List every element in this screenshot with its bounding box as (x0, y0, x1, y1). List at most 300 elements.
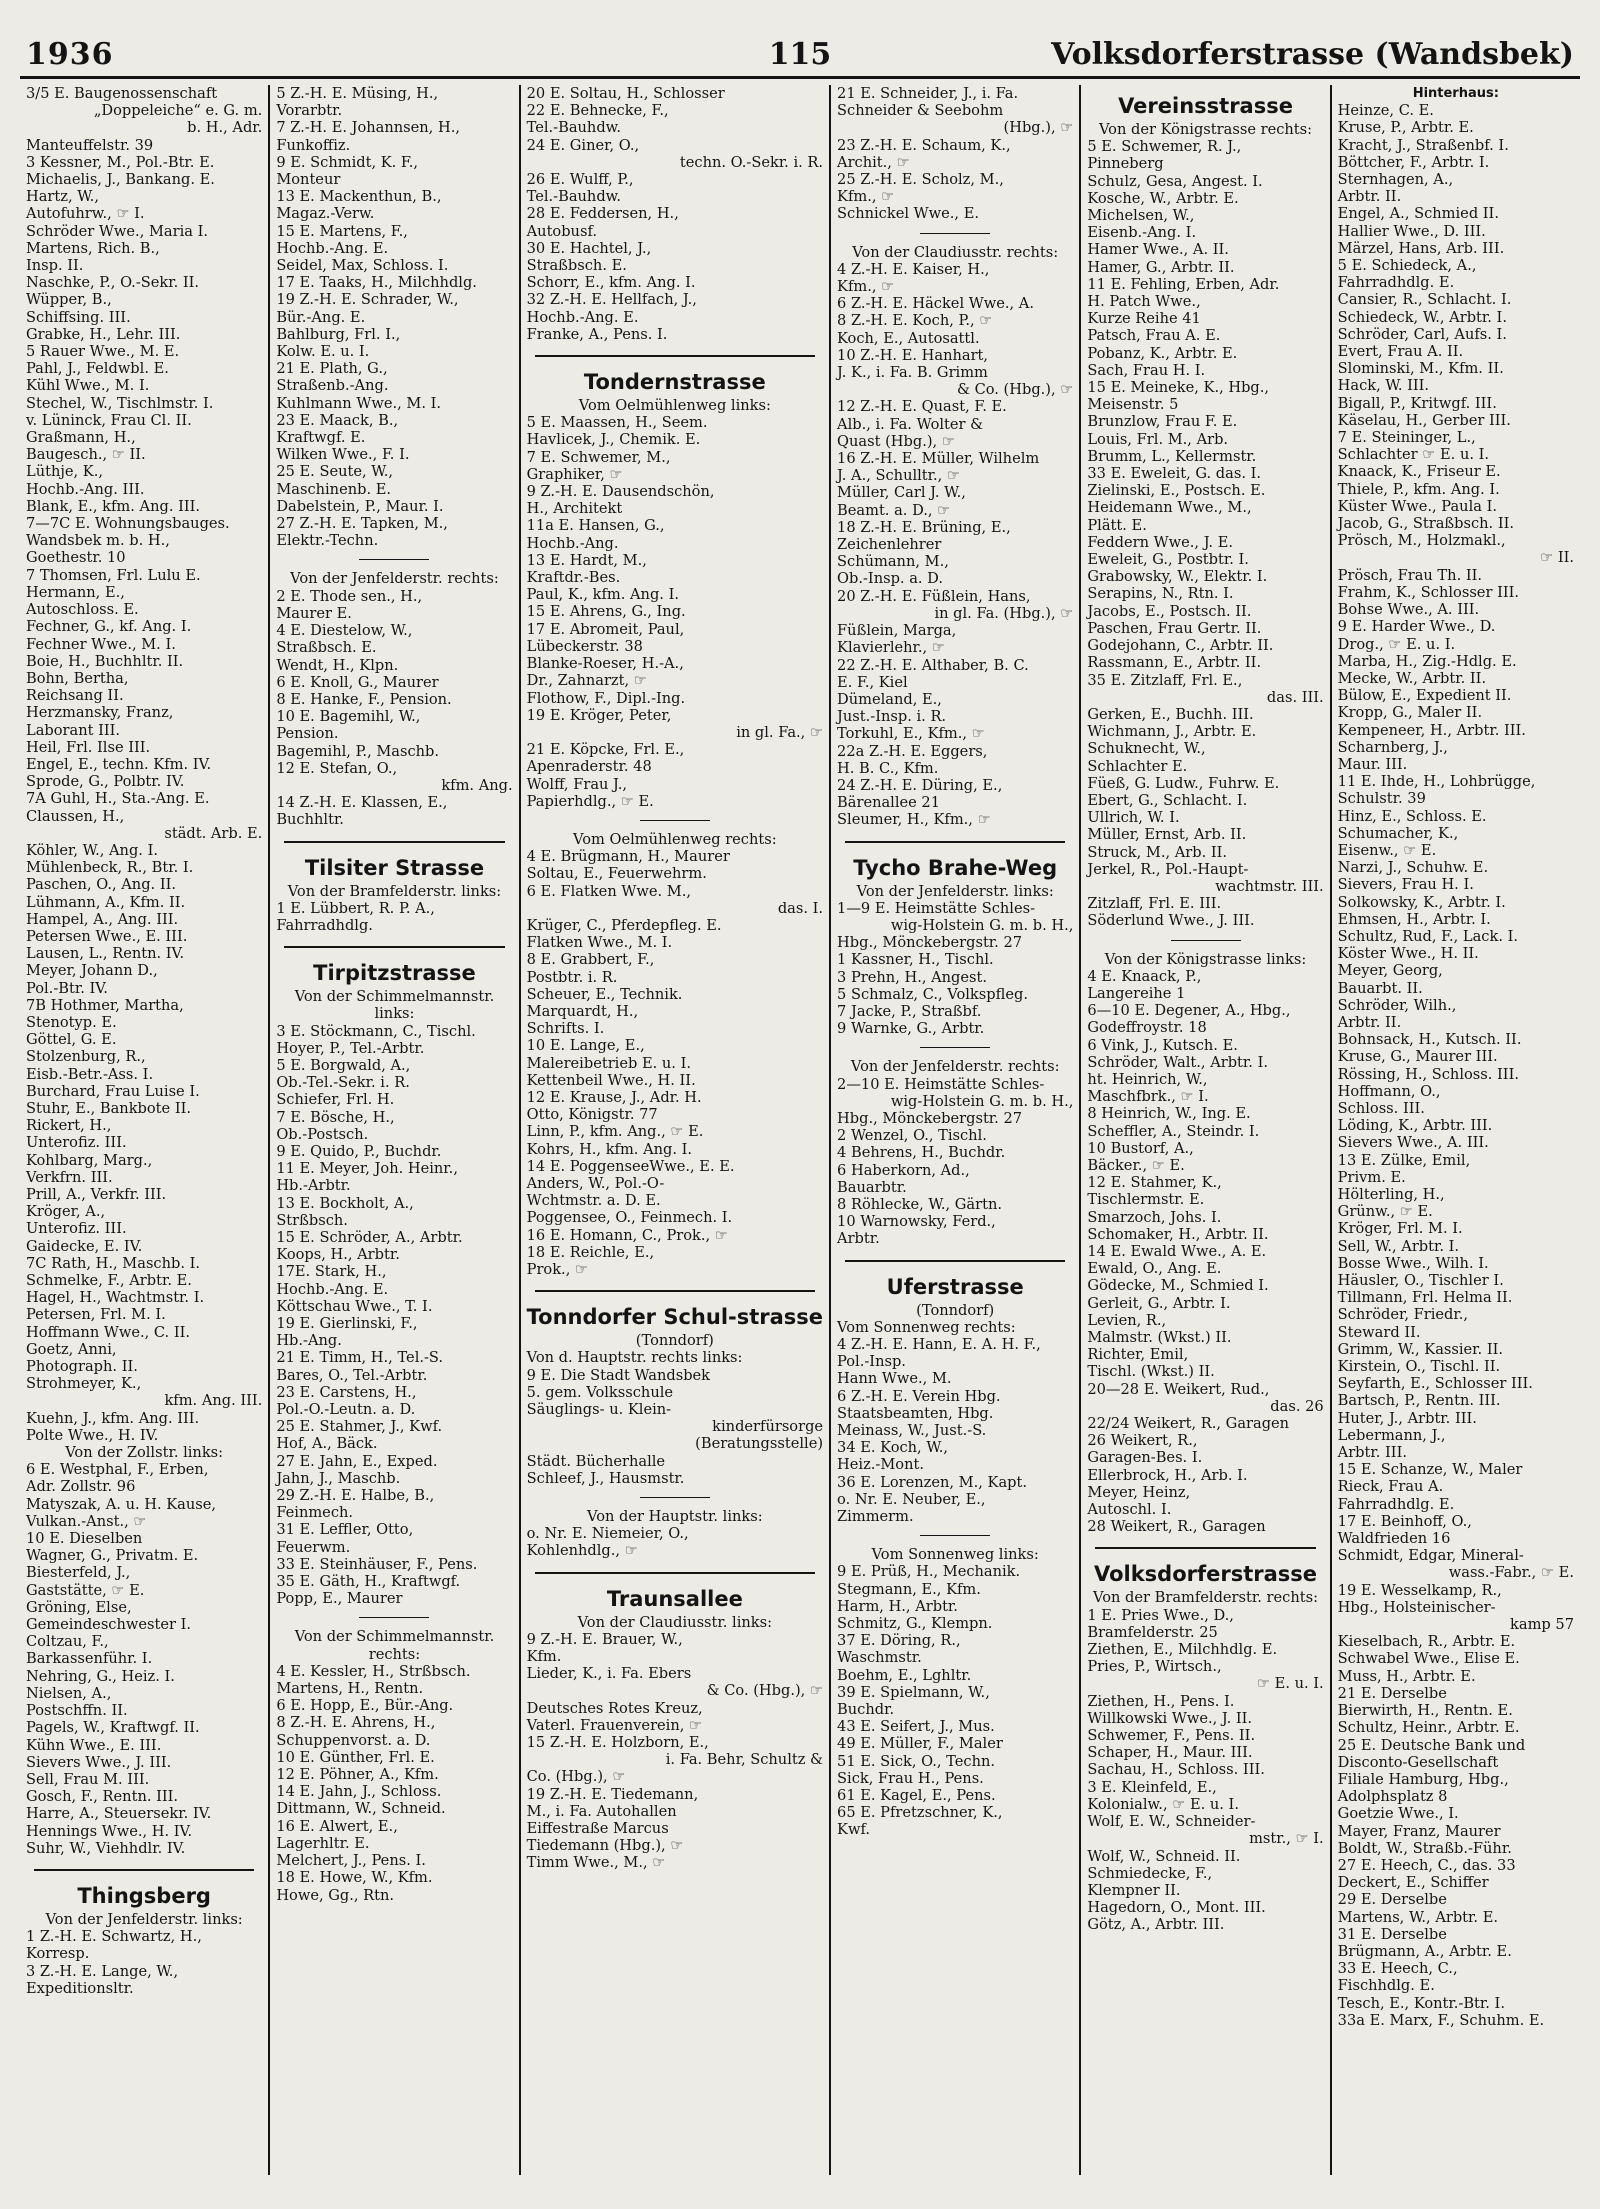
directory-entry: wachtmstr. III. (1215, 877, 1324, 895)
directory-entry: Maschfbrk., ☞ I. (1087, 1088, 1209, 1106)
directory-entry: 12 E. Pöhner, A., Kfm. (276, 1766, 439, 1784)
directory-entry: Schuppenvorst. a. D. (276, 1731, 431, 1749)
directory-entry: Schloss. III. (1337, 1099, 1425, 1117)
directory-entry: 27 E. Jahn, E., Exped. (276, 1452, 438, 1470)
directory-entry: Marba, H., Zig.-Hdlg. E. (1337, 652, 1517, 670)
directory-entry: Torkuhl, E., Kfm., ☞ (837, 725, 985, 743)
directory-entry: Frahm, K., Schlosser III. (1337, 583, 1519, 601)
directory-entry: Pahl, J., Feldwbl. E. (26, 360, 169, 378)
directory-entry: Schröder Wwe., Maria I. (26, 222, 209, 240)
directory-entry: 5 Schmalz, C., Volkspfleg. (837, 985, 1028, 1003)
direction-note: Vom Oelmühlenweg rechts: (573, 830, 777, 848)
directory-entry: Tel.-Bauhdw. (526, 188, 622, 206)
directory-entry: wass.-Fabr., ☞ E. (1448, 1564, 1574, 1582)
directory-entry: Kropp, G., Maler II. (1337, 704, 1483, 722)
directory-entry: Scheffler, A., Steindr. I. (1087, 1122, 1260, 1140)
directory-entry: Straßenb.-Ang. (276, 377, 389, 395)
directory-entry: Schmitz, G., Klempn. (837, 1615, 993, 1633)
directory-entry: 26 E. Wulff, P., (526, 171, 634, 189)
directory-entry: 25 E. Seute, W., (276, 463, 393, 481)
directory-entry: Lieder, K., i. Fa. Ebers (526, 1665, 692, 1683)
directory-entry: Kolonialw., ☞ E. u. I. (1087, 1795, 1239, 1813)
directory-entry: Schiffsing. III. (26, 308, 131, 326)
directory-entry: Schiefer, Frl. H. (276, 1091, 395, 1109)
directory-entry: Richter, Emil, (1087, 1346, 1189, 1364)
directory-entry: das. III. (1266, 688, 1324, 706)
directory-entry: 35 E. Zitzlaff, Frl. E., (1087, 671, 1243, 689)
directory-entry: Autobusf. (526, 222, 597, 240)
directory-entry: Kosche, W., Arbtr. E. (1087, 189, 1239, 207)
directory-entry: J. A., Schulltr., ☞ (837, 467, 961, 485)
directory-entry: Bohse Wwe., A. III. (1337, 601, 1480, 619)
directory-entry: Kohlbarg, Marg., (26, 1151, 153, 1169)
directory-entry: Fischhdlg. E. (1337, 1977, 1435, 1995)
directory-entry: Schultz, Heinr., Arbtr. E. (1337, 1719, 1520, 1737)
directory-entry: Schmidt, Edgar, Mineral- (1337, 1547, 1524, 1565)
directory-entry: kamp 57 (1510, 1616, 1574, 1634)
directory-entry: Brunzlow, Frau F. E. (1087, 413, 1238, 431)
directory-entry: Ziethen, E., Milchhdlg. E. (1087, 1641, 1278, 1659)
directory-entry: Kröger, A., (26, 1203, 106, 1221)
directory-entry: Schuknecht, W., (1087, 740, 1206, 758)
street-heading: Tirpitzstrasse (313, 961, 476, 986)
directory-entry: Schneider & Seebohm (837, 102, 1004, 120)
directory-entry: Fahrradhdlg. (276, 916, 373, 934)
directory-entry: Ziethen, H., Pens. I. (1087, 1692, 1235, 1710)
directory-entry: Huter, J., Arbtr. III. (1337, 1409, 1477, 1427)
directory-entry: Hochb.-Ang. (526, 534, 619, 552)
directory-entry: Hennings Wwe., H. IV. (26, 1822, 193, 1840)
directory-entry: Feinmech. (276, 1504, 354, 1522)
directory-entry: 4 Behrens, H., Buchdr. (837, 1144, 1006, 1162)
directory-entry: 11 E. Fehling, Erben, Adr. (1087, 275, 1280, 293)
directory-entry: 9 E. Schmidt, K. F., (276, 153, 419, 171)
directory-entry: Scharnberg, J., (1337, 738, 1448, 756)
street-divider (845, 1260, 1065, 1262)
directory-entry: Tillmann, Frl. Helma II. (1337, 1289, 1513, 1307)
directory-entry: Autoschl. I. (1087, 1501, 1172, 1519)
directory-entry: Schmelke, F., Arbtr. E. (26, 1272, 192, 1290)
street-heading: Vereinsstrasse (1118, 94, 1293, 118)
directory-entry: Vaterl. Frauenverein, ☞ (526, 1716, 703, 1734)
directory-entry: Bigall, P., Kritwgf. III. (1337, 394, 1497, 412)
directory-entry: Martens, W., Arbtr. E. (1337, 1908, 1498, 1926)
directory-entry: Bahlburg, Frl. I., (276, 325, 401, 343)
directory-entry: Korresp. (26, 1945, 90, 1963)
directory-entry: Eweleit, G., Postbtr. I. (1087, 551, 1249, 569)
street-heading: Tonndorfer Schul-strasse (526, 1305, 824, 1330)
directory-entry: 7—7C E. Wohnungsbauges. (26, 515, 230, 533)
directory-entry: Gosch, F., Rentn. III. (26, 1788, 179, 1806)
directory-entry: Hochb.-Ang. E. (276, 239, 389, 257)
directory-entry: Eisenb.-Ang. I. (1087, 224, 1197, 242)
directory-entry: H., Architekt (526, 500, 623, 518)
directory-entry: Gerleit, G., Arbtr. I. (1087, 1294, 1231, 1312)
directory-entry: Vom Sonnenweg rechts: (837, 1318, 1016, 1336)
directory-entry: Kohlenhdlg., ☞ (526, 1542, 638, 1560)
directory-entry: 21 E. Timm, H., Tel.-S. (276, 1349, 444, 1367)
directory-entry: & Co. (Hbg.), ☞ (706, 1682, 824, 1700)
directory-entry: Michaelis, J., Bankang. E. (26, 171, 215, 189)
directory-entry: Lausen, L., Rentn. IV. (26, 945, 185, 963)
directory-entry: 10 Warnowsky, Ferd., (837, 1213, 996, 1231)
directory-entry: Rössing, H., Schloss. III. (1337, 1065, 1519, 1083)
directory-entry: Hartz, W., (26, 188, 99, 206)
directory-entry: Bares, O., Tel.-Arbtr. (276, 1366, 428, 1384)
directory-entry: Bramfelderstr. 25 (1087, 1623, 1218, 1641)
directory-entry: 11 E. Meyer, Joh. Heinr., (276, 1160, 458, 1178)
directory-entry: 27 E. Heech, C., das. 33 (1337, 1856, 1516, 1874)
directory-entry: Gaidecke, E. IV. (26, 1237, 143, 1255)
directory-entry: Graßmann, H., (26, 429, 136, 447)
section-rule (359, 559, 429, 560)
directory-entry: Schomaker, H., Arbtr. II. (1087, 1225, 1269, 1243)
directory-entry: Hoyer, P., Tel.-Arbtr. (276, 1039, 425, 1057)
directory-entry: 25 E. Stahmer, J., Kwf. (276, 1418, 443, 1436)
directory-entry: Bür.-Ang. E. (276, 308, 366, 326)
directory-entry: Meyer, Johann D., (26, 962, 158, 980)
directory-entry: Kempeneer, H., Arbtr. III. (1337, 721, 1526, 739)
directory-entry: 33 E. Eweleit, G. das. I. (1087, 465, 1262, 483)
directory-entry: 1—9 E. Heimstätte Schles- (837, 899, 1036, 917)
directory-entry: Nehring, G., Heiz. I. (26, 1667, 175, 1685)
column-4 (831, 85, 1081, 2175)
directory-entry: Archit., ☞ (837, 153, 910, 171)
directory-entry: Sell, Frau M. III. (26, 1770, 150, 1788)
directory-entry: 17 E. Taaks, H., Milchhdlg. (276, 274, 477, 292)
directory-entry: Löding, K., Arbtr. III. (1337, 1117, 1493, 1135)
directory-entry: Maur. III. (1337, 755, 1408, 773)
directory-entry: 20—28 E. Weikert, Rud., (1087, 1380, 1270, 1398)
directory-entry: 17 E. Beinhoff, O., (1337, 1512, 1472, 1530)
directory-entry: Levien, R., (1087, 1311, 1167, 1329)
directory-entry: das. I. (777, 899, 824, 917)
directory-entry: 8 Röhlecke, W., Gärtn. (837, 1195, 1002, 1213)
direction-note: Von der Schimmelmannstr. rechts: (294, 1628, 495, 1663)
directory-entry: Feuerwm. (276, 1538, 351, 1556)
directory-entry: Klavierlehr., ☞ (837, 639, 945, 657)
directory-entry: 10 Bustorf, A., (1087, 1139, 1194, 1157)
directory-entry: Hoffmann, O., (1337, 1082, 1441, 1100)
directory-entry: Schümann, M., (837, 553, 949, 571)
directory-entry: Schnickel Wwe., E. (837, 205, 979, 223)
directory-entry: Goetzie Wwe., I. (1337, 1805, 1459, 1823)
directory-entry: Pagels, W., Kraftwgf. II. (26, 1719, 200, 1737)
directory-entry: Muss, H., Arbtr. E. (1337, 1667, 1476, 1685)
street-heading: Tycho Brahe-Weg (853, 855, 1058, 880)
column-5 (1081, 85, 1331, 2175)
directory-entry: 4 Z.-H. E. Hann, E. A. H. F., (837, 1336, 1041, 1353)
directory-entry: Grabowsky, W., Elektr. I. (1087, 568, 1268, 586)
directory-entry: 19 E. Wesselkamp, R., (1337, 1581, 1502, 1599)
directory-entry: Narzi, J., Schuhw. E. (1337, 859, 1489, 877)
directory-entry: Hampel, A., Ang. III. (26, 910, 179, 928)
directory-entry: Gödecke, M., Schmied I. (1087, 1277, 1269, 1295)
directory-entry: Hermann, E., (26, 583, 125, 601)
directory-entry: 6—10 E. Degener, A., Hbg., (1087, 1002, 1291, 1020)
directory-entry: Schröder, Friedr., (1337, 1306, 1469, 1324)
direction-note: Von der Bramfelderstr. rechts: (1093, 1589, 1318, 1607)
directory-entry: Sick, Frau H., Pens. (837, 1769, 984, 1787)
directory-entry: Krüger, C., Pferdepfleg. E. (526, 916, 722, 934)
directory-entry: Hinz, E., Schloss. E. (1337, 807, 1487, 825)
directory-entry: 6 Z.-H. E. Verein Hbg. (837, 1387, 1001, 1405)
directory-entry: Smarzoch, Johs. I. (1087, 1208, 1222, 1226)
street-heading: Tilsiter Strasse (304, 855, 485, 880)
directory-entry: Füßlein, Marga, (837, 622, 957, 640)
directory-entry: 11a E. Hansen, G., (526, 517, 665, 535)
directory-entry: 3/5 E. Baugenossenschaft (26, 85, 218, 102)
directory-entry: 18 E. Reichle, E., (526, 1243, 655, 1261)
street-divider (535, 1290, 815, 1292)
directory-entry: 13 E. Zülke, Emil, (1337, 1151, 1471, 1169)
directory-entry: Pol.-Btr. IV. (26, 979, 108, 997)
directory-entry: 3 Prehn, H., Angest. (837, 968, 988, 986)
directory-entry: Engel, A., Schmied II. (1337, 205, 1499, 223)
directory-entry: 9 Z.-H. E. Dausendschön, (526, 483, 715, 501)
directory-entry: Böttcher, F., Arbtr. I. (1337, 153, 1490, 171)
directory-entry: Schulstr. 39 (1337, 790, 1426, 808)
directory-entry: Hochb.-Ang. E. (526, 308, 639, 326)
directory-entry: Postbtr. i. R. (526, 968, 618, 986)
directory-entry: Meinass, W., Just.-S. (837, 1422, 987, 1440)
directory-entry: 49 E. Müller, F., Maler (837, 1735, 1003, 1753)
directory-entry: Kruse, G., Maurer III. (1337, 1048, 1498, 1066)
directory-entry: Alb., i. Fa. Wolter & (837, 415, 984, 433)
directory-entry: wig-Holstein G. m. b. H., (890, 916, 1074, 934)
directory-entry: Köhler, W., Ang. I. (26, 841, 158, 859)
directory-entry: Co. (Hbg.), ☞ (526, 1768, 626, 1786)
directory-entry: Zimmerm. (837, 1508, 914, 1526)
header-year: 1936 (26, 37, 114, 72)
directory-entry: Patsch, Frau A. E. (1087, 327, 1221, 345)
directory-entry: 5 E. Schiedeck, A., (1337, 257, 1477, 275)
directory-entry: ht. Heinrich, W., (1087, 1070, 1208, 1088)
directory-entry: Flatken Wwe., M. I. (526, 934, 673, 952)
direction-note: Von der Jenfelderstr. rechts: (290, 570, 499, 588)
directory-entry: Rickert, H., (26, 1117, 112, 1135)
directory-entry: Häusler, O., Tischler I. (1337, 1272, 1504, 1290)
directory-entry: kfm. Ang. III. (164, 1392, 263, 1410)
directory-entry: Postschffn. II. (26, 1702, 128, 1720)
directory-entry: Quast (Hbg.), ☞ (837, 432, 955, 450)
street-heading: Tondernstrasse (583, 370, 766, 395)
directory-entry: Graphiker, ☞ (526, 465, 623, 483)
directory-entry: Maurer E. (276, 604, 352, 622)
directory-entry: 18 Z.-H. E. Brüning, E., (837, 518, 1011, 536)
directory-entry: Zielinski, E., Postsch. E. (1087, 482, 1266, 500)
directory-entry: Ullrich, W. I. (1087, 809, 1180, 827)
directory-entry: Koch, E., Autosattl. (837, 329, 980, 347)
directory-entry: Kurze Reihe 41 (1087, 310, 1201, 328)
directory-entry: 7 E. Bösche, H., (276, 1108, 395, 1126)
directory-entry: Paschen, Frau Gertr. II. (1087, 619, 1262, 637)
directory-entry: 25 E. Deutsche Bank und (1337, 1736, 1526, 1754)
directory-entry: 36 E. Lorenzen, M., Kapt. (837, 1473, 1027, 1491)
direction-note: Von der Bramfelderstr. links: (287, 882, 502, 900)
directory-entry: Kettenbeil Wwe., H. II. (526, 1071, 696, 1089)
directory-entry: 12 E. Stahmer, K., (1087, 1174, 1222, 1192)
directory-entry: Fechner Wwe., M. I. (26, 635, 176, 653)
directory-entry: Schlachter E. (1087, 757, 1188, 775)
directory-entry: Straßbsch. E. (526, 257, 627, 275)
directory-entry: Timm Wwe., M., ☞ (526, 1854, 666, 1872)
directory-entry: Hochb.-Ang. III. (26, 480, 145, 498)
directory-entry: Lühmann, A., Kfm. II. (26, 893, 186, 911)
directory-entry: 13 E. Bockholt, A., (276, 1194, 414, 1212)
directory-entry: 21 E. Köpcke, Frl. E., (526, 741, 685, 759)
directory-entry: Köttschau Wwe., T. I. (276, 1297, 433, 1315)
directory-entry: 8 E. Grabbert, F., (526, 951, 655, 969)
directory-entry: 28 Weikert, R., Garagen (1087, 1518, 1266, 1536)
direction-note: Von der Jenfelderstr. links: (856, 882, 1054, 900)
directory-entry: Wilken Wwe., F. I. (276, 446, 410, 464)
directory-entry: Ehmsen, H., Arbtr. I. (1337, 910, 1491, 928)
hinterhaus-label: Hinterhaus: (1412, 86, 1499, 101)
directory-entry: Beamt. a. D., ☞ (837, 501, 951, 519)
directory-entry: Hölterling, H., (1337, 1186, 1445, 1203)
directory-entry: Schröder, Walt., Arbtr. I. (1087, 1053, 1268, 1071)
directory-entry: 6 E. Hopp, E., Bür.-Ang. (276, 1697, 454, 1715)
directory-entry: 9 E. Die Stadt Wandsbek (526, 1366, 711, 1384)
directory-entry: Popp, E., Maurer (276, 1590, 403, 1608)
directory-entry: Säuglings- u. Klein- (526, 1401, 672, 1419)
directory-entry: 17 E. Abromeit, Paul, (526, 620, 685, 638)
column-2 (270, 85, 520, 2175)
directory-entry: Sell, W., Arbtr. I. (1337, 1237, 1460, 1255)
directory-entry: Dabelstein, P., Maur. I. (276, 497, 444, 515)
directory-entry: Stechel, W., Tischlmstr. I. (26, 394, 214, 412)
directory-entry: kinderfürsorge (712, 1418, 824, 1436)
directory-entry: Adr. Zollstr. 96 (26, 1478, 136, 1496)
directory-entry: Pries, P., Wirtsch., (1087, 1658, 1222, 1676)
directory-entry: Kolw. E. u. I. (276, 343, 370, 361)
directory-entry: 8 Heinrich, W., Ing. E. (1087, 1105, 1251, 1123)
directory-entry: 1 E. Pries Wwe., D., (1087, 1606, 1234, 1624)
directory-entry: Vulkan.-Anst., ☞ (26, 1512, 147, 1530)
directory-entry: 29 Z.-H. E. Halbe, B., (276, 1487, 435, 1505)
directory-entry: 29 E. Derselbe (1337, 1891, 1447, 1909)
directory-entry: 7B Hothmer, Martha, (26, 996, 184, 1014)
directory-entry: Stegmann, E., Kfm. (837, 1580, 981, 1598)
direction-note: Von der Jenfelderstr. rechts: (850, 1058, 1060, 1076)
directory-entry: Struck, M., Arb. II. (1087, 843, 1228, 861)
directory-entry: Bohn, Bertha, (26, 669, 129, 687)
directory-entry: Kühl Wwe., M. I. (26, 377, 150, 395)
directory-entry: Biesterfeld, J., (26, 1564, 131, 1582)
directory-entry: 2 Wenzel, O., Tischl. (837, 1127, 987, 1145)
directory-entry: 22/24 Weikert, R., Garagen (1087, 1415, 1290, 1433)
directory-entry: Küster Wwe., Paula I. (1337, 497, 1497, 515)
directory-entry: Marquardt, H., (526, 1002, 639, 1020)
directory-entry: Petersen Wwe., E. III. (26, 927, 188, 945)
street-divider (535, 1572, 815, 1574)
directory-entry: Jacob, G., Straßbsch. II. (1337, 515, 1514, 533)
directory-entry: Schleef, J., Hausmstr. (526, 1469, 685, 1487)
directory-entry: „Doppeleiche“ e. G. m. (93, 102, 263, 120)
directory-entry: Lübeckerstr. 38 (526, 637, 643, 655)
directory-entry: 16 E. Homann, C., Prok., ☞ (526, 1226, 728, 1244)
street-divider (845, 841, 1065, 843)
directory-entry: b. H., Adr. (187, 119, 263, 137)
directory-entry: Kfm. (526, 1648, 562, 1666)
directory-entry: Jerkel, R., Pol.-Haupt- (1087, 860, 1249, 878)
directory-entry: Langereihe 1 (1087, 984, 1186, 1002)
directory-entry: Kraftwgf. E. (276, 429, 366, 447)
directory-entry: 3 Z.-H. E. Lange, W., (26, 1962, 179, 1980)
directory-entry: Sievers, Frau H. I. (1337, 876, 1474, 894)
directory-entry: 10 E. Günther, Frl. E. (276, 1748, 435, 1766)
directory-entry: H. B. C., Kfm. (837, 759, 939, 777)
page-header (20, 16, 1580, 79)
directory-entry: Göttel, G. E. (26, 1031, 117, 1049)
directory-entry: Flothow, F., Dipl.-Ing. (526, 689, 686, 707)
directory-entry: Bärenallee 21 (837, 794, 941, 812)
directory-entry: Schulz, Gesa, Angest. I. (1087, 172, 1263, 190)
directory-entry: 5. gem. Volksschule (526, 1383, 674, 1401)
directory-entry: Waldfrieden 16 (1337, 1530, 1451, 1548)
directory-entry: Söderlund Wwe., J. III. (1087, 912, 1255, 930)
directory-entry: Sprode, G., Polbtr. IV. (26, 773, 185, 791)
directory-entry: Müller, Ernst, Arb. II. (1087, 826, 1247, 844)
direction-note: (Tonndorf) (635, 1332, 714, 1350)
directory-entry: Strohmeyer, K., (26, 1375, 142, 1393)
directory-entry: Klempner II. (1087, 1881, 1181, 1899)
direction-note: Von der Jenfelderstr. links: (45, 1910, 243, 1928)
directory-entry: 15 Z.-H. E. Holzborn, E., (526, 1734, 709, 1752)
directory-entry: 4 E. Diestelow, W., (276, 622, 413, 640)
directory-entry: Stolzenburg, R., (26, 1048, 146, 1066)
directory-entry: Deutsches Rotes Kreuz, (526, 1699, 703, 1717)
directory-entry: Plätt. E. (1087, 516, 1147, 534)
directory-entry: techn. O.-Sekr. i. R. (679, 153, 824, 171)
directory-columns (20, 85, 1580, 2175)
directory-entry: 16 E. Alwert, E., (276, 1817, 398, 1835)
section-rule (920, 1047, 990, 1048)
directory-entry: Godejohann, C., Arbtr. II. (1087, 637, 1274, 655)
directory-entry: Filiale Hamburg, Hbg., (1337, 1770, 1509, 1788)
directory-entry: J. K., i. Fa. B. Grimm (837, 364, 988, 382)
street-heading: Volksdorferstrasse (1093, 1562, 1318, 1587)
directory-entry: Schrifts. I. (526, 1020, 605, 1038)
directory-entry: 5 Z.-H. E. Müsing, H., (276, 85, 439, 102)
directory-entry: städt. Arb. E. (164, 824, 263, 842)
directory-entry: Eisenw., ☞ E. (1337, 841, 1437, 859)
directory-entry: Schultz, Rud, F., Lack. I. (1337, 927, 1519, 945)
directory-entry: 9 E. Harder Wwe., D. (1337, 618, 1496, 636)
directory-entry: Brumm, L., Kellermstr. (1087, 447, 1257, 465)
directory-entry: 11 E. Ihde, H., Lohbrügge, (1337, 773, 1536, 791)
directory-entry: Waschmstr. (837, 1649, 922, 1667)
direction-note: Von der Königstrasse rechts: (1098, 121, 1313, 138)
directory-entry: Buchhltr. (276, 811, 344, 829)
directory-entry: Von d. Hauptstr. rechts links: (526, 1349, 743, 1367)
section-rule (359, 1617, 429, 1618)
directory-entry: Hb.-Ang. (276, 1332, 342, 1350)
directory-entry: ☞ II. (1540, 549, 1574, 567)
directory-entry: Käselau, H., Gerber III. (1337, 411, 1511, 429)
directory-entry: Thiele, P., kfm. Ang. I. (1337, 480, 1500, 498)
directory-entry: 13 E. Hardt, M., (526, 551, 647, 569)
directory-entry: 31 E. Leffler, Otto, (276, 1521, 414, 1539)
directory-entry: 12 E. Krause, J., Adr. H. (526, 1088, 702, 1106)
directory-entry: Meisenstr. 5 (1087, 396, 1179, 414)
directory-entry: Autoschloss. E. (26, 601, 139, 619)
directory-entry: Grünw., ☞ E. (1337, 1203, 1433, 1221)
directory-entry: ☞ E. u. I. (1256, 1675, 1324, 1693)
directory-entry: Zitzlaff, Frl. E. III. (1087, 895, 1222, 913)
directory-entry: v. Lüninck, Frau Cl. II. (26, 411, 192, 429)
